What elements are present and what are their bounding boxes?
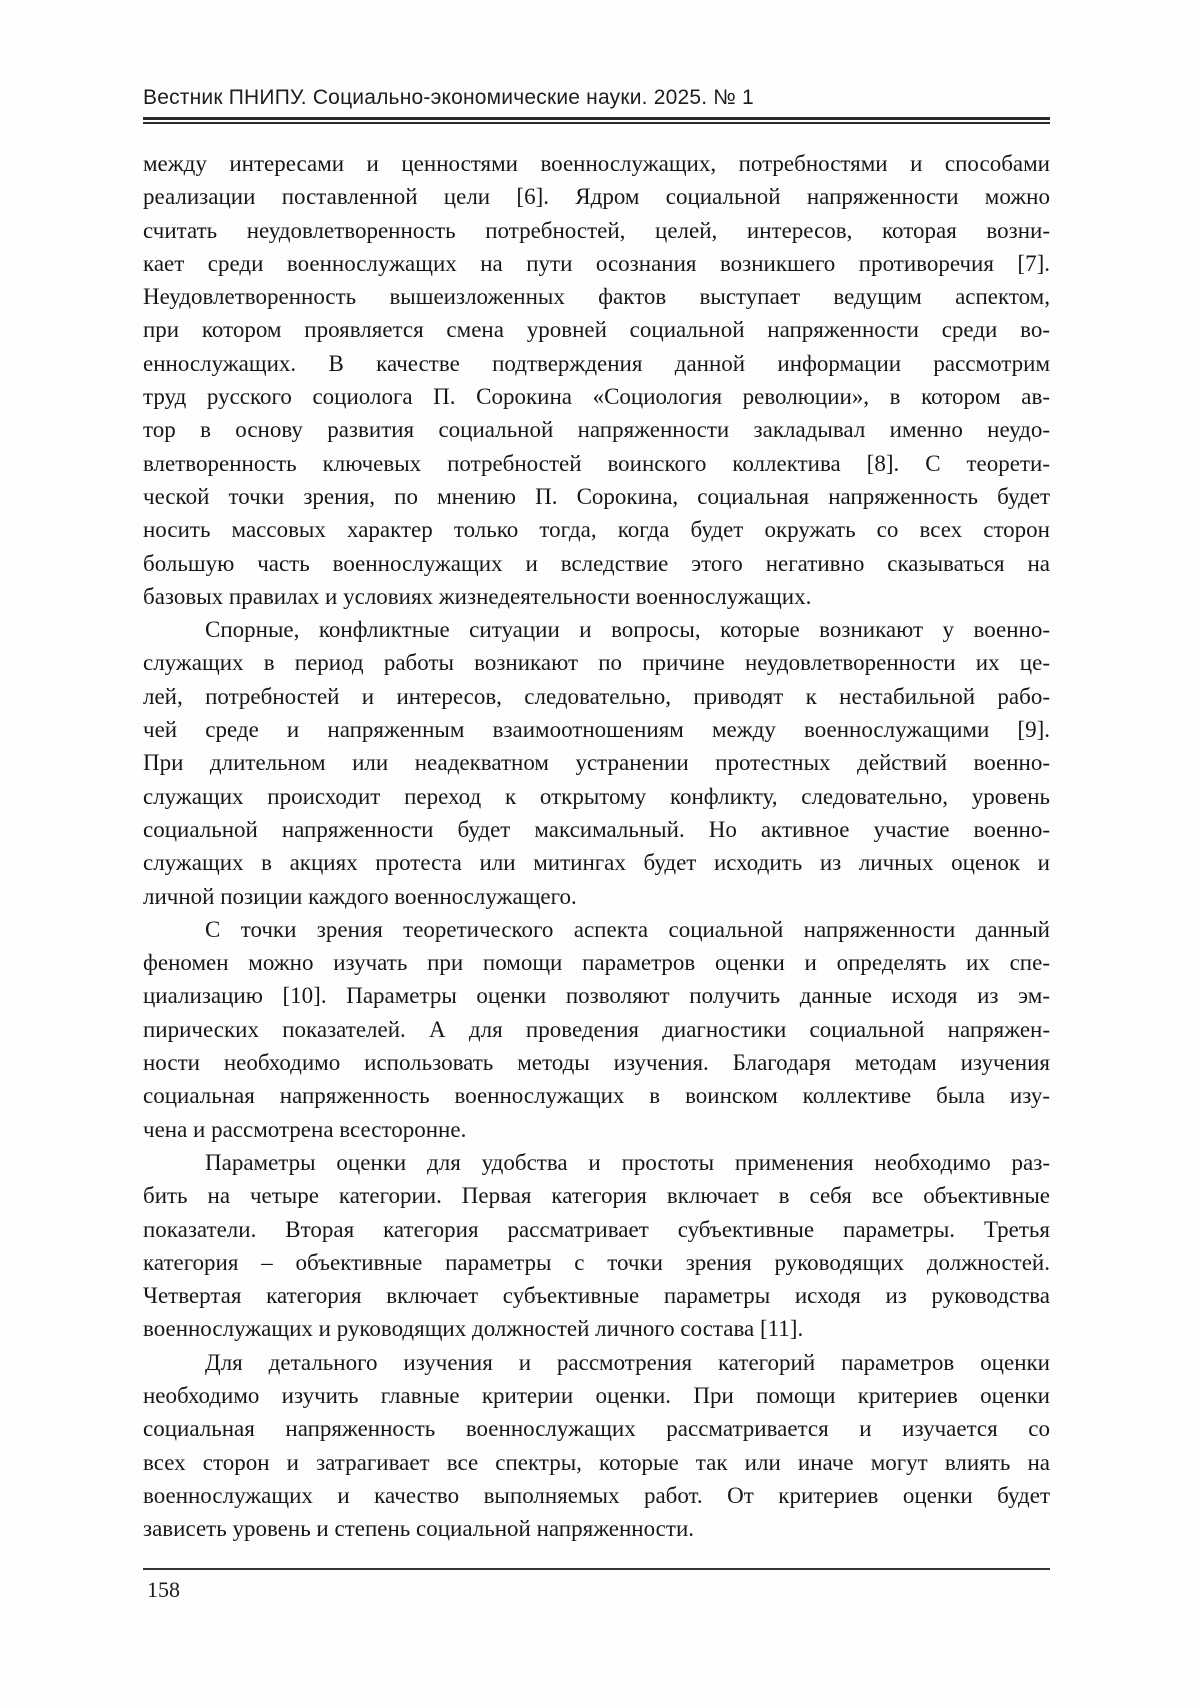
text-line: пирических показателей. А для проведения диагностики социальной напряжен-	[143, 1016, 1050, 1042]
text-line: Неудовлетворенность вышеизложенных фактов выступает ведущим аспектом,	[143, 284, 1050, 310]
text-line: кает среди военнослужащих на пути осознания возникшего противоречия [7].	[143, 250, 1050, 276]
text-line: феномен можно изучать при помощи параметров оценки и определять их спе-	[143, 950, 1050, 976]
text-line: С точки зрения теоретического аспекта социальной напряженности данный	[205, 916, 1050, 942]
text-line: ческой точки зрения, по мнению П. Сорокина, социальная напряженность будет	[143, 483, 1050, 509]
text-line: ности необходимо использовать методы изучения. Благодаря методам изучения	[143, 1050, 1050, 1076]
paragraph	[143, 1146, 1050, 1346]
text-line: социальная напряженность военнослужащих рассматривается и изучается со	[143, 1416, 1050, 1442]
text-line: влетворенность ключевых потребностей воинского коллектива [8]. С теорети-	[143, 450, 1050, 476]
text-line: необходимо изучить главные критерии оценки. При помощи критериев оценки	[143, 1382, 1050, 1408]
footer-rule	[143, 1568, 1050, 1570]
text-line: при котором проявляется смена уровней социальной напряженности среди во-	[143, 317, 1050, 343]
text-line: Спорные, конфликтные ситуации и вопросы, которые возникают у военно-	[205, 617, 1050, 643]
text-line: социальная напряженность военнослужащих в воинском коллективе была изу-	[143, 1083, 1050, 1109]
text-line: между интересами и ценностями военнослужащих, потребностями и способами	[143, 151, 1050, 176]
text-line: считать неудовлетворенность потребностей, целей, интересов, которая возни-	[143, 217, 1050, 243]
paragraph	[143, 1346, 1050, 1546]
text-line: категория – объективные параметры с точки зрения руководящих должностей.	[143, 1249, 1050, 1275]
text-line: еннослужащих. В качестве подтверждения данной информации рассмотрим	[143, 350, 1050, 376]
text-line: труд русского социолога П. Сорокина «Социология революции», в котором ав-	[143, 384, 1050, 410]
text-line: При длительном или неадекватном устранении протестных действий военно-	[143, 750, 1050, 776]
text-line: лей, потребностей и интересов, следовательно, приводят к нестабильной рабо-	[143, 683, 1050, 709]
paragraph	[143, 147, 1050, 613]
text-line: служащих в акциях протеста или митингах будет исходить из личных оценок и	[143, 850, 1050, 876]
text-line: военнослужащих и качество выполняемых работ. От критериев оценки будет	[143, 1482, 1050, 1508]
text-line: циализацию [10]. Параметры оценки позволяют получить данные исходя из эм-	[143, 983, 1050, 1009]
text-line: военнослужащих и руководящих должностей личного состава [11].	[143, 1316, 804, 1342]
text-line: Четвертая категория включает субъективные параметры исходя из руководства	[143, 1283, 1050, 1309]
text-line: социальной напряженности будет максимальный. Но активное участие военно-	[143, 816, 1050, 842]
text-line: показатели. Вторая категория рассматривает субъективные параметры. Третья	[143, 1216, 1050, 1242]
text-line: служащих в период работы возникают по причине неудовлетворенности их це-	[143, 650, 1050, 676]
page-number: 158	[147, 1577, 180, 1602]
text-line: базовых правилах и условиях жизнедеятельности военнослужащих.	[143, 583, 812, 609]
text-line: зависеть уровень и степень социальной напряженности.	[143, 1516, 695, 1542]
journal-header: Вестник ПНИПУ. Социально-экономические науки. 2025. № 1	[143, 86, 754, 109]
text-line: служащих происходит переход к открытому конфликту, следовательно, уровень	[143, 783, 1050, 809]
text-line: тор в основу развития социальной напряженности закладывал именно неудо-	[143, 417, 1050, 443]
text-line: бить на четыре категории. Первая категория включает в себя все объективные	[143, 1183, 1050, 1209]
text-line: Для детального изучения и рассмотрения категорий параметров оценки	[205, 1349, 1050, 1375]
paragraph	[143, 913, 1050, 1146]
text-line: большую часть военнослужащих и вследствие этого негативно сказываться на	[143, 550, 1050, 576]
paragraph	[143, 613, 1050, 913]
text-line: Параметры оценки для удобства и простоты применения необходимо раз-	[205, 1149, 1050, 1175]
article-body-text	[143, 147, 1050, 1545]
text-line: реализации поставленной цели [6]. Ядром социальной напряженности можно	[143, 184, 1050, 210]
header-double-rule	[143, 117, 1050, 124]
text-line: носить массовых характер только тогда, когда будет окружать со всех сторон	[143, 517, 1050, 543]
text-line: чей среде и напряженным взаимоотношениям между военнослужащими [9].	[143, 717, 1050, 743]
text-line: чена и рассмотрена всесторонне.	[143, 1116, 467, 1142]
text-line: всех сторон и затрагивает все спектры, которые так или иначе могут влиять на	[143, 1449, 1050, 1475]
text-line: личной позиции каждого военнослужащего.	[143, 883, 577, 909]
